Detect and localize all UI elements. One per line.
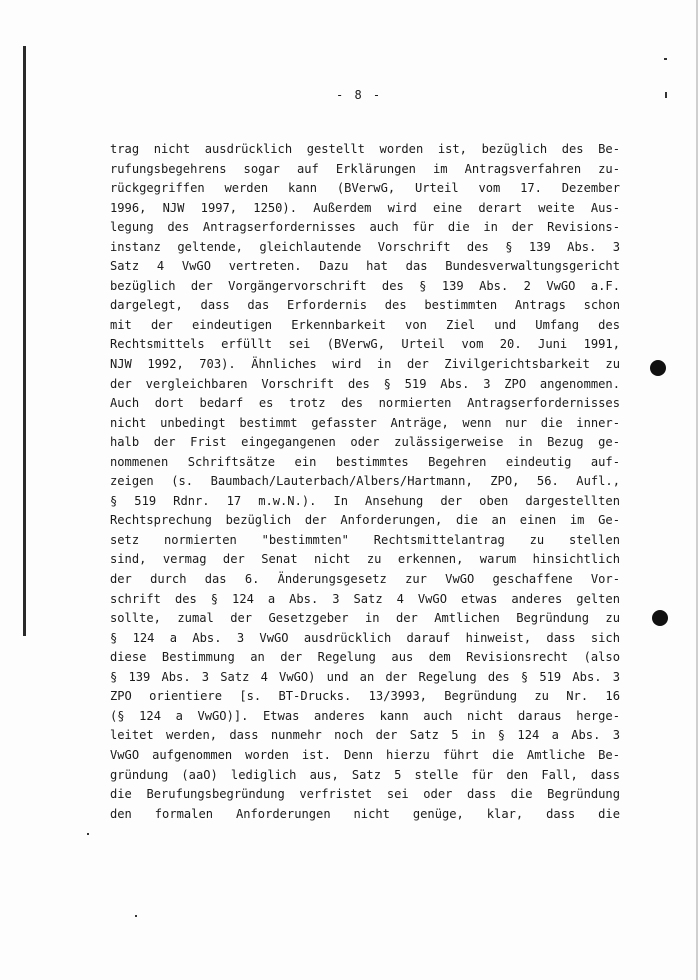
text-line: mit der eindeutigen Erkennbarkeit von Ziel und Umfang des (110, 317, 620, 332)
text-line: der durch das 6. Änderungsgesetz zur VwGO geschaffene Vor- (110, 572, 620, 587)
scan-speck (665, 92, 667, 98)
text-line: NJW 1992, 703). Ähnliches wird in der Zivilgerichtsbarkeit zu (110, 357, 620, 372)
text-line: Satz 4 VwGO vertreten. Dazu hat das Bundesverwaltungsgericht (110, 259, 620, 274)
text-line: nommenen Schriftsätze ein bestimmtes Begehren eindeutig auf- (110, 454, 620, 469)
text-line: leitet werden, dass nunmehr noch der Satz 5 in § 124 a Abs. 3 (110, 728, 620, 743)
text-line: diese Bestimmung an der Regelung aus dem Revisionsrecht (also (110, 650, 620, 665)
text-line: bezüglich der Vorgängervorschrift des § 139 Abs. 2 VwGO a.F. (110, 278, 620, 293)
text-line: Auch dort bedarf es trotz des normierten Antragserfordernisses (110, 396, 620, 411)
text-line: halb der Frist eingegangenen oder zulässigerweise in Bezug ge- (110, 435, 620, 450)
text-line: § 124 a Abs. 3 VwGO ausdrücklich darauf hinweist, dass sich (110, 630, 620, 645)
text-line: zeigen (s. Baumbach/Lauterbach/Albers/Hartmann, ZPO, 56. Aufl., (110, 474, 620, 489)
text-line: rufungsbegehrens sogar auf Erklärungen im Antragsverfahren zu- (110, 161, 620, 176)
text-line: Rechtsmittels erfüllt sei (BVerwG, Urteil vom 20. Juni 1991, (110, 337, 620, 352)
text-line: nicht unbedingt bestimmt gefasster Anträge, wenn nur die inner- (110, 415, 620, 430)
body-text (110, 140, 620, 824)
text-line: 1996, NJW 1997, 1250). Außerdem wird eine derart weite Aus- (110, 200, 620, 215)
text-line: sind, vermag der Senat nicht zu erkennen, warum hinsichtlich (110, 552, 620, 567)
text-line: § 519 Rdnr. 17 m.w.N.). In Ansehung der oben dargestellten (110, 493, 620, 508)
text-line: Rechtsprechung bezüglich der Anforderungen, die an einen im Ge- (110, 513, 620, 528)
text-line: ZPO orientiere [s. BT-Drucks. 13/3993, Begründung zu Nr. 16 (110, 689, 620, 704)
page-number: - 8 - (336, 88, 383, 102)
scan-speck (135, 915, 137, 917)
text-line: legung des Antragserfordernisses auch für die in der Revisions- (110, 220, 620, 235)
text-line: setz normierten "bestimmten" Rechtsmittelantrag zu stellen (110, 532, 620, 547)
left-margin-bar (23, 46, 26, 636)
text-line: trag nicht ausdrücklich gestellt worden ist, bezüglich des Be- (110, 142, 620, 156)
text-line: die Berufungsbegründung verfristet sei oder dass die Begründung (110, 787, 620, 802)
text-line: schrift des § 124 a Abs. 3 Satz 4 VwGO etwas anderes gelten (110, 591, 620, 606)
scan-speck (87, 833, 89, 835)
text-line: den formalen Anforderungen nicht genüge, klar, dass die (110, 806, 620, 821)
text-line: instanz geltende, gleichlautende Vorschrift des § 139 Abs. 3 (110, 239, 620, 254)
text-line: dargelegt, dass das Erfordernis des bestimmten Antrags schon (110, 298, 620, 313)
punch-hole-bottom (652, 610, 668, 626)
text-line: VwGO aufgenommen worden ist. Denn hierzu führt die Amtliche Be- (110, 747, 620, 762)
text-line: rückgegriffen werden kann (BVerwG, Urteil vom 17. Dezember (110, 181, 620, 196)
text-line: (§ 124 a VwGO)]. Etwas anderes kann auch nicht daraus herge- (110, 708, 620, 723)
text-line: sollte, zumal der Gesetzgeber in der Amtlichen Begründung zu (110, 611, 620, 626)
text-line: der vergleichbaren Vorschrift des § 519 Abs. 3 ZPO angenommen. (110, 376, 620, 391)
punch-hole-top (650, 360, 666, 376)
text-line: gründung (aaO) lediglich aus, Satz 5 stelle für den Fall, dass (110, 767, 620, 782)
text-line: § 139 Abs. 3 Satz 4 VwGO) und an der Regelung des § 519 Abs. 3 (110, 669, 620, 684)
scan-speck (664, 58, 667, 60)
page-right-edge (696, 0, 698, 980)
